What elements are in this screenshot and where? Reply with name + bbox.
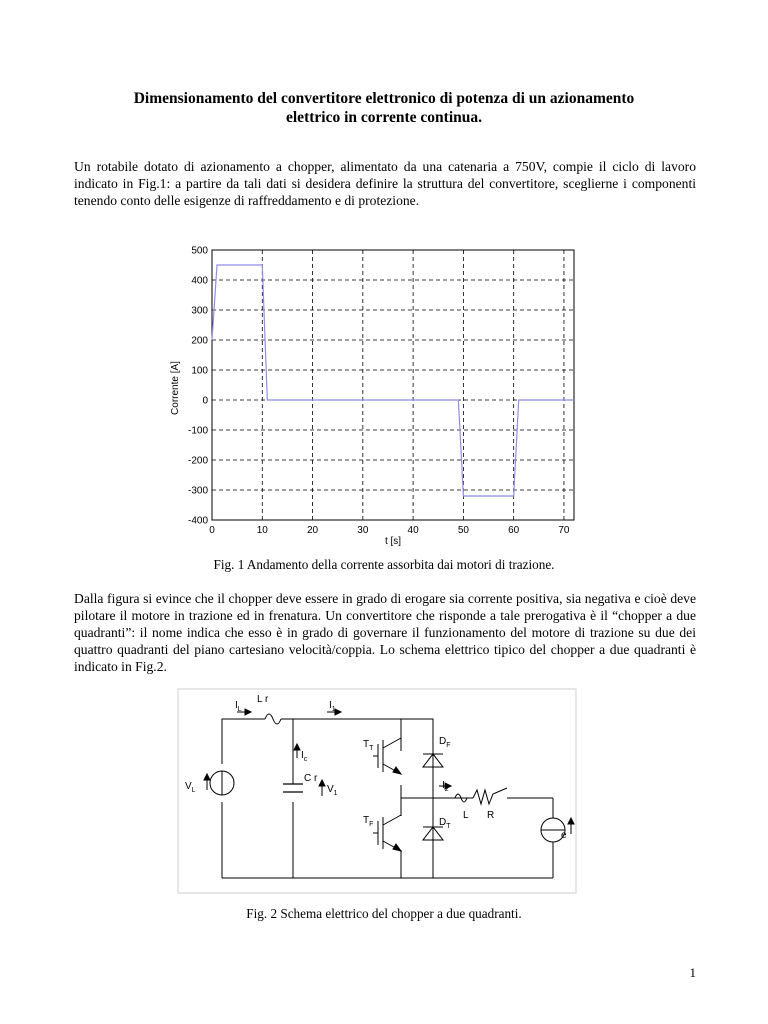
label-lr: L r <box>257 694 269 705</box>
label-dt: $D_T$ <box>439 817 451 830</box>
chart-ylabel: Corrente [A] <box>170 361 181 415</box>
y-tick-label: 0 <box>202 395 208 407</box>
label-ic: $I_c$ <box>301 750 308 763</box>
chopper-circuit-diagram <box>177 688 577 900</box>
x-tick-label: 60 <box>508 525 520 536</box>
x-tick-label: 10 <box>256 525 268 536</box>
page-number: 1 <box>689 965 696 980</box>
label-i1: $I_1$ <box>329 700 336 713</box>
figure-2-caption: Fig. 2 Schema elettrico del chopper a due quadranti. <box>246 906 522 921</box>
x-tick-label: 0 <box>209 525 215 536</box>
document-title <box>60 89 708 127</box>
label-il: $I_L$ <box>235 700 242 713</box>
label-i2: $I_2$ <box>442 780 449 793</box>
y-tick-label: 300 <box>191 305 208 317</box>
y-tick-label: 400 <box>191 275 208 287</box>
current-chart <box>160 240 590 550</box>
label-cr: C r <box>304 773 318 784</box>
label-l: L <box>463 810 469 821</box>
y-tick-label: 200 <box>191 335 208 347</box>
y-tick-label: -400 <box>187 515 208 527</box>
figure-1-caption: Fig. 1 Andamento della corrente assorbita dai motori di trazione. <box>213 557 555 572</box>
x-tick-label: 30 <box>357 525 369 536</box>
y-tick-label: -200 <box>187 455 208 467</box>
y-tick-label: 100 <box>191 365 208 377</box>
title-line-2: elettrico in corrente continua. <box>286 109 482 126</box>
label-df: $D_F$ <box>439 736 451 749</box>
x-tick-label: 50 <box>457 525 469 536</box>
y-tick-label: -100 <box>187 425 208 437</box>
label-tt: $T_T$ <box>363 739 374 752</box>
label-e: e <box>561 830 567 841</box>
diagram-frame <box>178 689 576 893</box>
title-line-1: Dimensionamento del convertitore elettronico di potenza di un azionamento <box>133 90 635 107</box>
label-r: R <box>487 810 495 821</box>
label-vl: $V_L$ <box>185 781 196 794</box>
x-tick-label: 40 <box>407 525 419 536</box>
label-v1: $V_1$ <box>327 784 338 797</box>
current-series-line <box>212 265 574 496</box>
paragraph-explanation: Dalla figura si evince che il chopper deve essere in grado di erogare sia corrente positiva, sia negativa e cioè deve pilotare il motore in trazione ed in frenatura. Un convertitore che risponde a tale prerogativa è il “chopper a due quadranti”: il nome indica che esso è in grado di governare il funzionamento del motore di trazione su due dei quattro quadranti del piano cartesiano velocità/coppia. Lo schema elettrico tipico del chopper a due quadranti è indicato in Fig.2. <box>74 591 696 674</box>
paragraph-intro: Un rotabile dotato di azionamento a chopper, alimentato da una catenaria a 750V, compie il ciclo di lavoro indicato in Fig.1: a partire da tali dati si desidera definire la struttura del convertitore, sceglierne i componenti tenendo conto delle esigenze di raffreddamento e di protezione. <box>74 159 696 208</box>
x-tick-label: 20 <box>306 525 319 536</box>
y-tick-label: 500 <box>191 245 208 257</box>
chart-ticks <box>188 246 570 537</box>
y-tick-label: -300 <box>187 485 208 497</box>
label-tf: $T_F$ <box>363 815 374 828</box>
chart-xlabel: t [s] <box>384 536 402 547</box>
x-tick-label: 70 <box>558 525 570 536</box>
